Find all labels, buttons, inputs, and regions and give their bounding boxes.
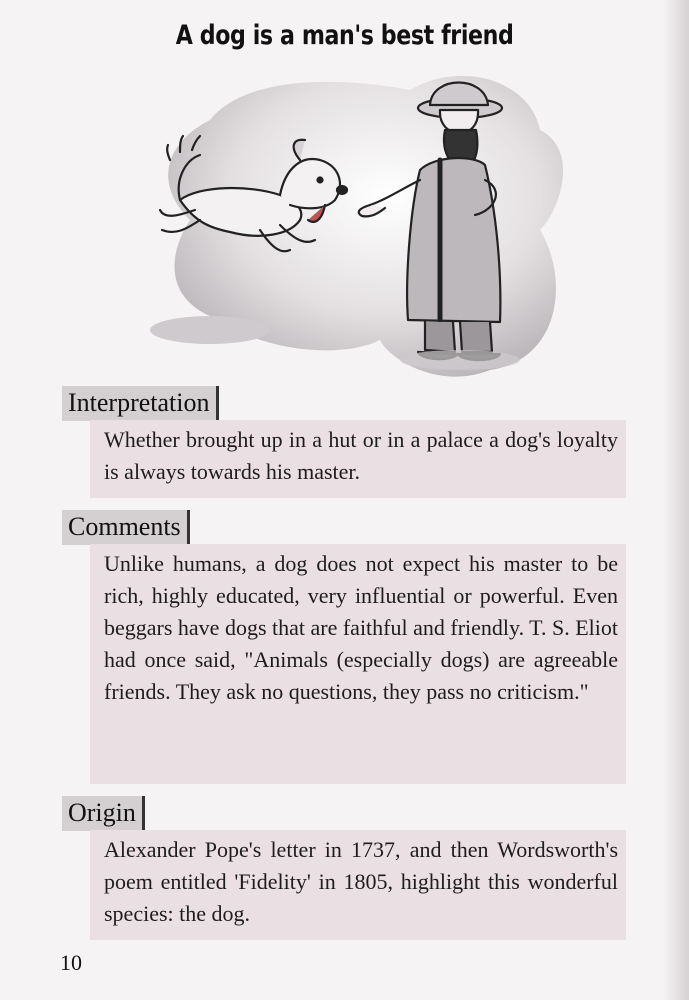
origin-text: Alexander Pope's letter in 1737, and then Wordsworth's poem entitled 'Fidelity' in 1805, highlight this wonderful species: the dog. xyxy=(90,830,626,940)
dog-and-man-illustration xyxy=(140,60,580,390)
interpretation-text: Whether brought up in a hut or in a palace a dog's loyalty is always towards his master. xyxy=(90,420,626,498)
page-title: A dog is a man's best friend xyxy=(175,20,514,51)
page-edge-shadow xyxy=(663,0,689,1000)
interpretation-heading: Interpretation xyxy=(62,386,219,421)
comments-heading: Comments xyxy=(62,510,190,545)
page-number: 10 xyxy=(60,950,82,975)
comments-text: Unlike humans, a dog does not expect his master to be rich, highly educated, very influential or powerful. Even beggars have dogs that are faithful and friendly. T. S. Eliot had once said, "Animals (especially dogs) are agreeable friends. They ask no questions, they pass no criticism." xyxy=(90,544,626,784)
origin-heading: Origin xyxy=(62,796,145,831)
